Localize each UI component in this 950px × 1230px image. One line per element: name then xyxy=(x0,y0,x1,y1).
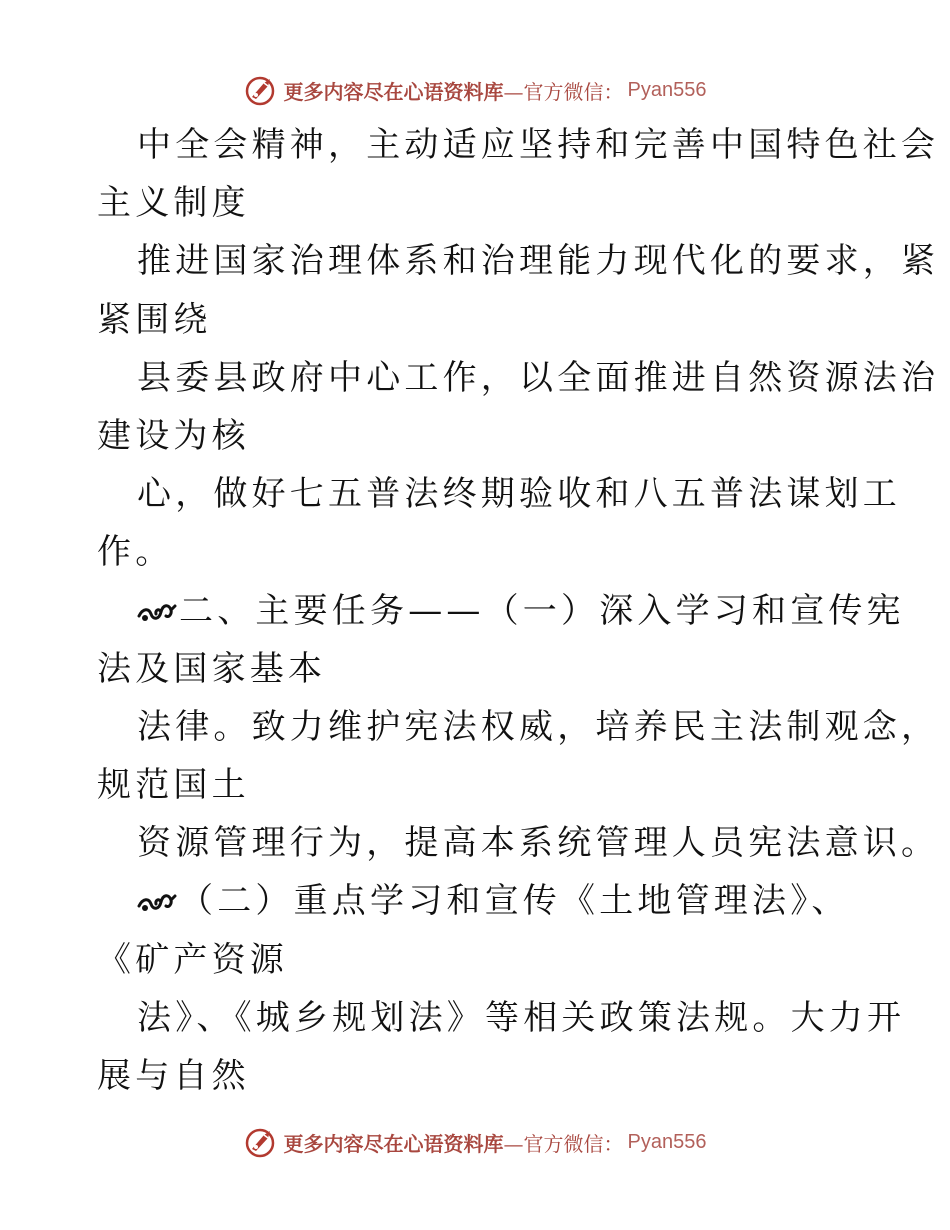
text-line-content: 《矿产资源 xyxy=(97,939,288,980)
text-line xyxy=(97,523,857,581)
text-line xyxy=(97,989,906,1047)
text-line-content: 建设为核 xyxy=(97,415,250,456)
flourish-bullet-icon xyxy=(137,886,177,916)
text-line xyxy=(97,931,857,989)
text-line-content: 主义制度 xyxy=(97,183,250,224)
text-line-content: 中全会精神，主动适应坚持和完善中国特色社会 xyxy=(137,125,940,165)
text-line-content: 法及国家基本 xyxy=(97,648,327,689)
text-line xyxy=(97,465,901,523)
text-line-content: 作。 xyxy=(97,532,174,573)
text-line-content: （二）重点学习和宣传《土地管理法》、 xyxy=(179,881,850,922)
text-line xyxy=(97,582,905,640)
text-line xyxy=(97,814,940,872)
text-line xyxy=(97,1047,857,1105)
text-line xyxy=(97,116,940,174)
text-line-content: 规范国土 xyxy=(97,765,250,806)
text-line-content: 展与自然 xyxy=(97,1056,250,1096)
text-line xyxy=(97,640,857,698)
text-line-content: 法》、《城乡规划法》等相关政策法规。大力开 xyxy=(137,997,906,1038)
header-brand-text: 更多内容尽在心语资料库—官方微信： xyxy=(283,79,624,104)
text-line xyxy=(97,698,940,756)
body-text xyxy=(97,116,940,1105)
footer-wechat-id: Pyan556 xyxy=(627,1130,707,1153)
text-line-content: 县委县政府中心工作，以全面推进自然资源法治 xyxy=(137,357,940,398)
footer-watermark xyxy=(0,1122,950,1162)
text-line xyxy=(97,407,857,465)
text-line-content: 资源管理行为，提高本系统管理人员宪法意识。 xyxy=(137,823,940,864)
header-wechat-id: Pyan556 xyxy=(627,78,707,101)
text-line xyxy=(97,232,940,290)
text-line-content: 紧围绕 xyxy=(97,299,212,340)
footer-brand-text: 更多内容尽在心语资料库—官方微信： xyxy=(283,1131,624,1156)
header-watermark xyxy=(0,70,950,110)
text-line xyxy=(97,756,857,814)
text-line-content: 推进国家治理体系和治理能力现代化的要求，紧 xyxy=(137,241,940,282)
text-line-content: 二、主要任务——（一）深入学习和宣传宪 xyxy=(179,590,905,631)
text-line-content: 心，做好七五普法终期验收和八五普法谋划工 xyxy=(137,474,901,515)
pen-nib-logo-icon xyxy=(244,73,278,107)
text-line-content: 法律。致力维护宪法权威，培养民主法制观念， xyxy=(137,706,940,747)
text-line xyxy=(97,872,857,930)
text-line xyxy=(97,291,857,349)
text-line xyxy=(97,349,940,407)
pen-nib-logo-icon xyxy=(244,1125,278,1159)
flourish-bullet-icon xyxy=(137,596,177,626)
text-line xyxy=(97,174,857,232)
